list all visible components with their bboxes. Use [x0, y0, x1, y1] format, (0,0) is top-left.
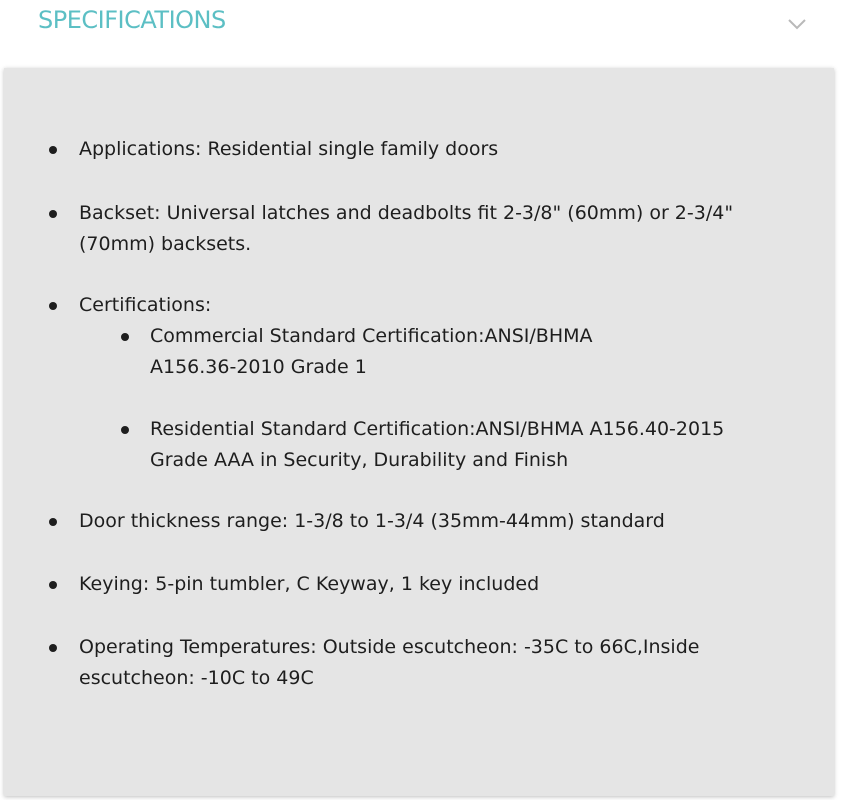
- section-title: SPECIFICATIONS: [38, 6, 226, 34]
- bullet: [49, 644, 57, 652]
- spec-commercial-line-2: A156.36-2010 Grade 1: [150, 356, 367, 378]
- spec-keying: Keying: 5-pin tumbler, C Keyway, 1 key included: [79, 573, 540, 595]
- spec-commercial-line-1: Commercial Standard Certification:ANSI/BHMA: [150, 325, 593, 347]
- chevron-down-icon[interactable]: [786, 12, 808, 34]
- spec-applications: Applications: Residential single family doors: [79, 138, 499, 160]
- spec-temperatures-line-2: escutcheon: -10C to 49C: [79, 667, 314, 689]
- spec-backset-line-1: Backset: Universal latches and deadbolts fit 2-3/8" (60mm) or 2-3/4": [79, 202, 734, 224]
- bullet: [49, 210, 57, 218]
- bullet: [49, 302, 57, 310]
- spec-certifications: Certifications:: [79, 294, 212, 316]
- specifications-panel: [4, 68, 834, 796]
- page-margin: [834, 68, 865, 800]
- bullet: [49, 518, 57, 526]
- bullet: [121, 426, 129, 434]
- bullet: [49, 146, 57, 154]
- spec-backset-line-2: (70mm) backsets.: [79, 233, 252, 255]
- spec-door-thickness: Door thickness range: 1-3/8 to 1-3/4 (35mm-44mm) standard: [79, 510, 665, 532]
- bullet: [121, 333, 129, 341]
- spec-residential-line-2: Grade AAA in Security, Durability and Finish: [150, 449, 569, 471]
- section-header[interactable]: [0, 0, 865, 68]
- spec-temperatures-line-1: Operating Temperatures: Outside escutcheon: -35C to 66C,Inside: [79, 636, 700, 658]
- spec-residential-line-1: Residential Standard Certification:ANSI/BHMA A156.40-2015: [150, 418, 725, 440]
- bullet: [49, 581, 57, 589]
